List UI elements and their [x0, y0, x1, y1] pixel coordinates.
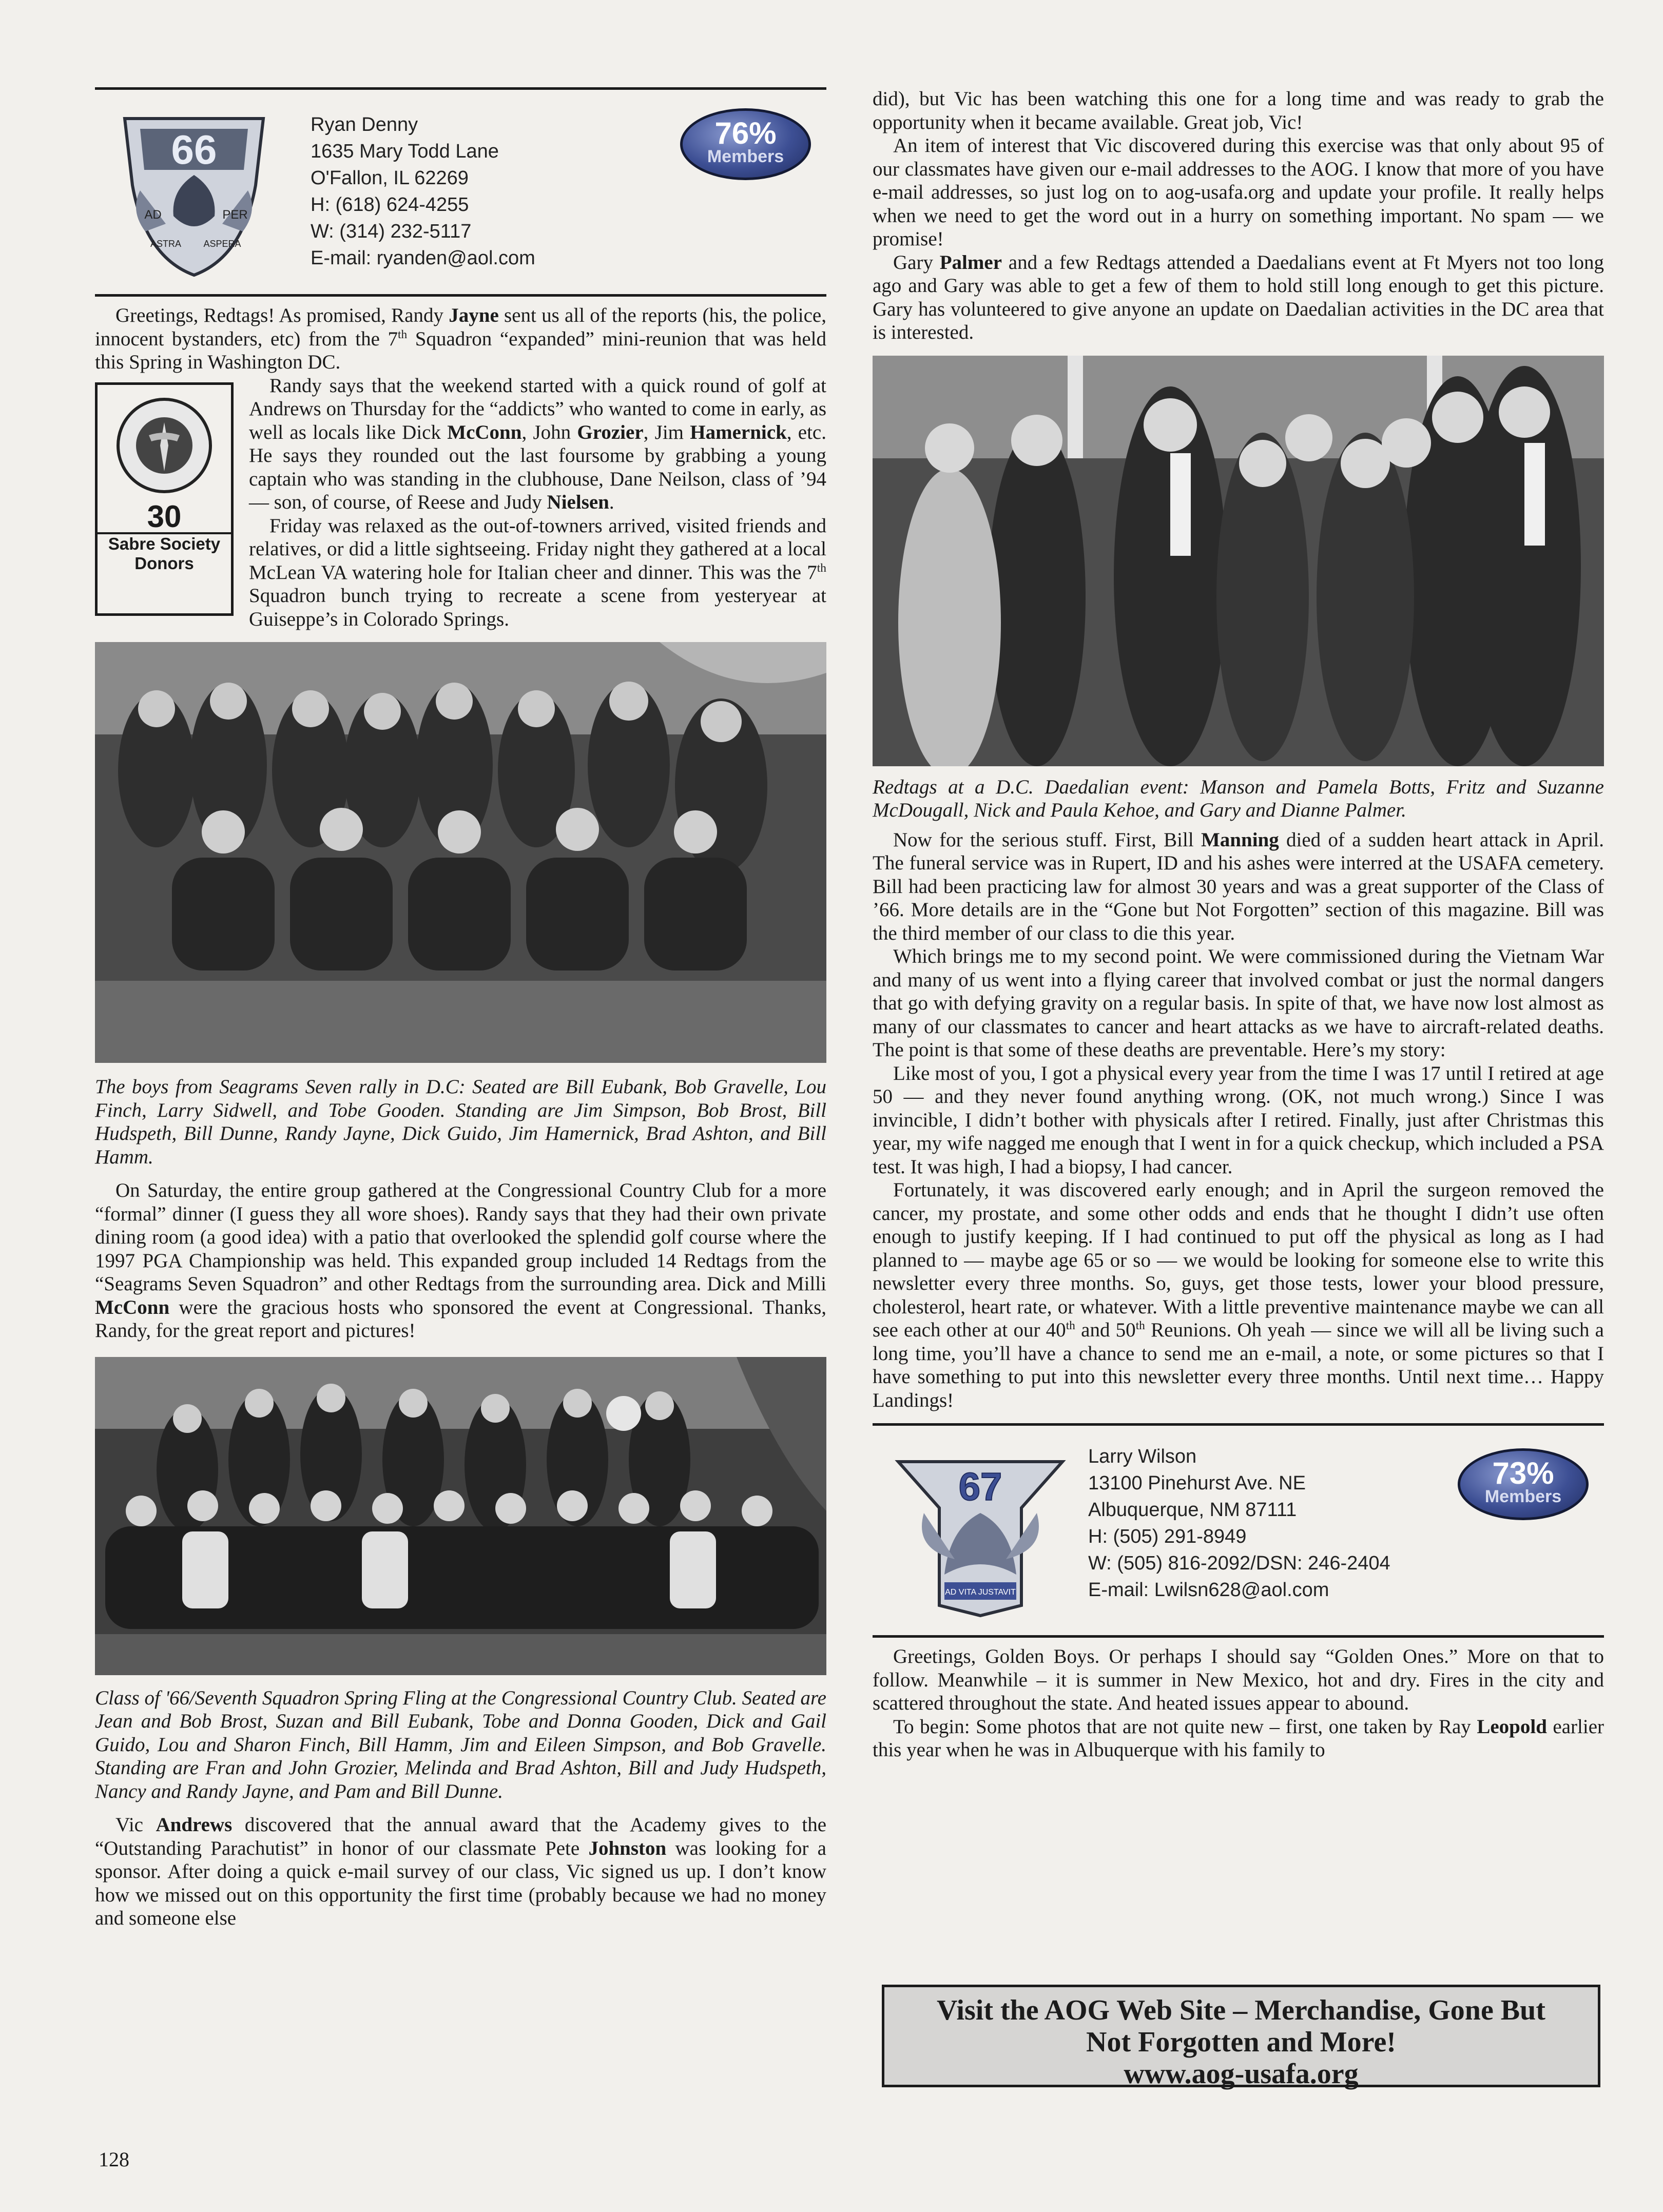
membership-label: Members — [1484, 1487, 1562, 1506]
paragraph: Randy says that the weekend started with a quick round of golf at Andrews on Thursday for the “addicts” who wanted to come in early, as well as locals like Dick McConn, John Grozier, Jim Hamernick, etc. He says they rounded out the last foursome by grabbing a young captain who was standing in the clubhouse, Dane Neilson, class of ’94 — son, of course, of Reese and Judy Nielsen. — [249, 374, 826, 513]
banner-url[interactable]: www.aog-usafa.org — [1124, 2058, 1359, 2090]
sabre-society-count: 30 — [147, 499, 182, 534]
paragraph: Friday was relaxed as the out-of-towners arrived, visited friends and relatives, or did a little sightseeing. Friday night they gathered at a local McLean VA watering hole for Italian cheer and dinner. This was the 7th Squadron bunch trying to recreate a scene from yesteryear at Guiseppe’s in Colorado Springs. — [249, 514, 826, 630]
class-67-crest-icon — [893, 1451, 1068, 1621]
photo-caption: Redtags at a D.C. Daedalian event: Manson and Pamela Botts, Fritz and Suzanne McDougall, Nick and Paula Kehoe, and Gary and Dianne Palmer. — [873, 775, 1604, 821]
class-66-contact — [311, 111, 535, 271]
contact-email: E-mail: Lwilsn628@aol.com — [1088, 1579, 1329, 1601]
contact-city: Albuquerque, NM 87111 — [1088, 1499, 1297, 1521]
class-67-contact — [1088, 1443, 1390, 1603]
crest-motto-bottom-right: ASPERA — [203, 239, 241, 249]
paragraph: Like most of you, I got a physical every year from the time I was 17 until I retired at age 50 — and they never found anything wrong. (OK, not much wrong.) Since I was invincible, I didn’t bother with physicals after I retired. Finally, just after Christmas this year, my wife nagged me enough that I went in for a quick checkup, which included a PSA test. It was high, I had a biopsy, I had cancer. — [873, 1062, 1604, 1178]
contact-home-phone: H: (618) 624-4255 — [311, 194, 469, 216]
sabre-society-label — [98, 532, 231, 573]
photo-daedalian-event — [873, 356, 1604, 766]
photo-caption: Class of '66/Seventh Squadron Spring Fling at the Congressional Country Club. Seated are Jean and Bob Brost, Suzan and Bill Eubank, Tobe and Donna Gooden, Dick and Gail Guido, Lou and Sharon Finch, Bill Hamm, Jim and Eileen Simpson, and Bob Gravelle. Standing are Fran and John Grozier, Melinda and Brad Ashton, Bill and Judy Hudspeth, Nancy and Randy Jayne, and Pam and Bill Dunne. — [95, 1686, 826, 1802]
paragraph: Fortunately, it was discovered early enough; and in April the surgeon removed the cancer, my prostate, and some other odds and ends that he thought I didn’t use often enough to justify keeping. If I had continued to put off the physical as long as I had planned to — maybe age 65 or so — we would be looking for someone else to write this newsletter every three months. So, guys, get those tests, lower your blood pressure, cholesterol, heart rate, or whatever. With a little preventive maintenance maybe we can all see each other at our 40th and 50th Reunions. Oh yeah — since we will all be living such a long time, you’ll have a chance to send me an e-mail, a note, or some pictures so that I have something to put into this newsletter every three months. Until next time… Happy Landings! — [873, 1179, 1604, 1411]
right-column — [873, 87, 1604, 1762]
sabre-society-seal-icon — [113, 394, 216, 497]
membership-badge — [1458, 1448, 1589, 1520]
contact-street: 13100 Pinehurst Ave. NE — [1088, 1472, 1306, 1494]
photo-spring-fling — [95, 1357, 826, 1675]
paragraph: Vic Andrews discovered that the annual award that the Academy gives to the “Outstanding Parachutist” in honor of our classmate Pete Johnston was looking for a sponsor. After doing a quick e-mail survey of our class, Vic signed us up. I don’t know how we missed out on this opportunity the first time (probably because we had no money and someone else — [95, 1814, 827, 1929]
crest-motto-bottom-left: ASTRA — [150, 239, 182, 249]
paragraph: Greetings, Redtags! As promised, Randy Jayne sent us all of the reports (his, the police, innocent bystanders, etc) from the 7th Squadron “expanded” mini-reunion that was held this Spring in Washington DC. — [95, 304, 826, 373]
paragraph: Now for the serious stuff. First, Bill Manning died of a sudden heart attack in April. The funeral service was in Rupert, ID and his ashes were interred at the USAFA cemetery. Bill had been practicing law for almost 30 years and was a great supporter of the Class of ’66. More details are in the “Gone but Not Forgotten” section of this magazine. Bill was the third member of our class to die this year. — [873, 828, 1604, 944]
class-66-crest-icon — [109, 108, 279, 278]
paragraph: Gary Palmer and a few Redtags attended a Daedalians event at Ft Myers not too long ago and Gary was able to get a few of them to hold still long enough to get this picture. Gary has volunteered to give anyone an update on Daedalian activities in the DC area that is interested. — [873, 251, 1604, 343]
crest-number: 67 — [958, 1465, 1002, 1509]
contact-email: E-mail: ryanden@aol.com — [311, 247, 535, 269]
paragraph: Greetings, Golden Boys. Or perhaps I should say “Golden Ones.” More on that to follow. Meanwhile – it is summer in New Mexico, hot and dry. Fires in the city and scattered throughout the state. And heated issues appear to abound. — [873, 1645, 1604, 1714]
contact-work-phone: W: (314) 232-5117 — [311, 221, 472, 242]
paragraph: To begin: Some photos that are not quite new – first, one taken by Ray Leopold earlier this year when he was in Albuquerque with his family to — [873, 1715, 1604, 1761]
class-66-header — [95, 87, 826, 297]
sabre-line1: Sabre Society — [108, 534, 221, 553]
banner-line-1: Visit the AOG Web Site – Merchandise, Gone But — [937, 1994, 1545, 2026]
crest-number: 66 — [171, 127, 217, 172]
contact-work-phone: W: (505) 816-2092/DSN: 246-2404 — [1088, 1553, 1390, 1574]
paragraph: On Saturday, the entire group gathered at the Congressional Country Club for a more “formal” dinner (I guess they all wore shoes). Randy says that they had their own private dining room (a good idea) with a patio that overlooked the splendid golf course where the 1997 PGA Championship was held. This expanded group included 14 Redtags from the “Seagrams Seven Squadron” and other Redtags from the surrounding area. Dick and Milli McConn were the gracious hosts who sponsored the event at Congressional. Thanks, Randy, for the great report and pictures! — [95, 1179, 826, 1342]
crest-motto: AD VITA JUSTAVIT — [945, 1588, 1016, 1597]
banner-line-2: Not Forgotten and More! — [1086, 2026, 1396, 2058]
contact-street: 1635 Mary Todd Lane — [311, 141, 499, 162]
photo-caption: The boys from Seagrams Seven rally in D.C: Seated are Bill Eubank, Bob Gravelle, Lou Finch, Larry Sidwell, and Tobe Gooden. Standing are Jim Simpson, Bob Brost, Bill Hudspeth, Bill Dunne, Randy Jayne, Dick Guido, Jim Hamernick, Brad Ashton, and Bill Hamm. — [95, 1076, 826, 1168]
sabre-line2: Donors — [134, 553, 194, 573]
paragraph: An item of interest that Vic discovered during this exercise was that only about 95 of our classmates have given our e-mail addresses to the AOG. I know that more of you have e-mail addresses, so just log on to aog-usafa.org and update your profile. It really helps when we need to get the word out in a hurry on something important. No spam — we promise! — [873, 134, 1604, 250]
group-photo-icon — [95, 642, 826, 1063]
crest-motto-right: PER — [222, 208, 248, 222]
photo-seagrams-seven — [95, 642, 826, 1063]
paragraph: did), but Vic has been watching this one for a long time and was ready to grab the opportunity when it became available. Great job, Vic! — [873, 88, 1604, 133]
membership-percent: 73% — [1492, 1456, 1554, 1490]
membership-label: Members — [707, 147, 784, 166]
page-number: 128 — [99, 2148, 129, 2171]
membership-percent: 76% — [714, 116, 777, 150]
membership-badge — [680, 108, 811, 180]
left-column — [95, 87, 826, 1930]
aog-website-banner — [882, 1985, 1600, 2090]
sabre-society-box — [95, 382, 234, 616]
group-photo-icon — [95, 1357, 826, 1675]
contact-name: Larry Wilson — [1088, 1446, 1197, 1467]
crest-motto-left: AD — [144, 208, 162, 222]
contact-home-phone: H: (505) 291-8949 — [1088, 1526, 1247, 1547]
paragraph: Which brings me to my second point. We were commissioned during the Vietnam War and many of us went into a flying career that involved combat or just the normal dangers that go with defying gravity on a regular basis. In spite of that, we have now lost almost as many of our classmates to cancer and heart attacks as we have to aircraft-related deaths. The point is that some of these deaths are preventable. Here’s my story: — [873, 945, 1604, 1061]
class-67-header — [873, 1423, 1604, 1638]
contact-city: O'Fallon, IL 62269 — [311, 167, 469, 189]
contact-name: Ryan Denny — [311, 114, 418, 135]
group-photo-icon — [873, 356, 1604, 766]
